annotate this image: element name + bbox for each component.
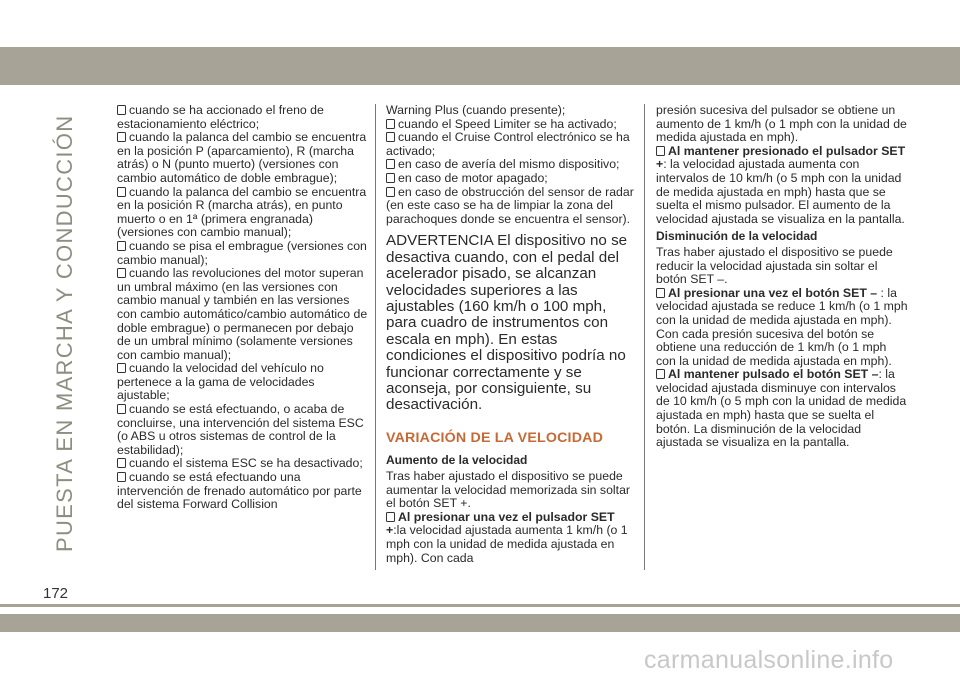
column-1: [117, 104, 369, 512]
column-2: [386, 104, 638, 565]
list-item: cuando la velocidad del vehículo no pertenece a la gama de velocidades ajustable;: [117, 361, 324, 403]
paragraph: Tras haber ajustado el dispositivo se puede reducir la velocidad ajustada sin soltar el botón SET –.: [656, 244, 893, 287]
checkbox-bullet-icon: [386, 132, 395, 142]
column-divider: [375, 104, 376, 570]
checkbox-bullet-icon: [117, 363, 126, 373]
column-divider: [644, 104, 645, 570]
bottom-rule: [0, 604, 960, 607]
checkbox-bullet-icon: [386, 187, 395, 197]
list-item: Al presionar una vez el botón SET – : la velocidad ajustada se reduce 1 km/h (o 1 mph con la unidad de medida ajustada en mph). Con cada presión sucesiva del botón se obtiene una reducción de 1 km/h (o 1 mph con la unidad de medida ajustada en mph).: [656, 285, 908, 368]
checkbox-bullet-icon: [117, 132, 126, 142]
paragraph: Tras haber ajustado el dispositivo se puede aumentar la velocidad memorizada sin soltar el botón SET +.: [386, 469, 631, 511]
bottom-band: [0, 614, 960, 632]
list-item: cuando la palanca del cambio se encuentra en la posición P (aparcamiento), R (marcha atrás) o N (punto muerto) (versiones con cambio automático de doble embrague);: [117, 130, 367, 185]
list-item: cuando las revoluciones del motor superan un umbral máximo (en las versiones con cambio manual y también en las versiones con cambio automático/cambio automático de doble embrague) o permanecen por debajo de un umbral mínimo (solamente versiones con cambio manual);: [117, 266, 368, 362]
page-number: 172: [43, 585, 69, 602]
checkbox-bullet-icon: [117, 187, 126, 197]
checkbox-bullet-icon: [656, 288, 665, 298]
sub-heading: Disminución de la velocidad: [656, 229, 818, 244]
checkbox-bullet-icon: [386, 159, 395, 169]
list-item: en caso de motor apagado;: [386, 172, 638, 186]
list-item: en caso de obstrucción del sensor de radar (en este caso se ha de limpiar la zona del parachoques donde se encuentra el sensor).: [386, 184, 634, 226]
checkbox-bullet-icon: [386, 173, 395, 183]
column-3: [656, 104, 908, 450]
checkbox-bullet-icon: [656, 146, 665, 156]
list-item: cuando el Cruise Control electrónico se ha activado;: [386, 130, 630, 158]
list-item: Al mantener presionado el pulsador SET +: la velocidad ajustada aumenta con intervalos de 10 km/h (o 5 mph con la unidad de medida ajustada en mph) hasta que se suelta el mismo pulsador. El aumento de la velocidad ajustada se visualiza en la pantalla.: [656, 143, 906, 226]
warning-paragraph: ADVERTENCIA El dispositivo no se desactiva cuando, con el pedal del acelerador pisado, se alcanzan velocidades superiores a las ajustables (160 km/h o 100 mph, para cuadro de instrumentos con escala en mph). En estas condiciones el dispositivo podría no funcionar correctamente y se aconseja, por consiguiente, su desactivación.: [386, 232, 628, 414]
checkbox-bullet-icon: [117, 105, 126, 115]
top-band: [0, 47, 960, 85]
checkbox-bullet-icon: [117, 472, 126, 482]
checkbox-bullet-icon: [117, 458, 126, 468]
list-item: cuando el sistema ESC se ha desactivado;: [117, 457, 369, 471]
checkbox-bullet-icon: [117, 404, 126, 414]
checkbox-bullet-icon: [117, 241, 126, 251]
checkbox-bullet-icon: [117, 268, 126, 278]
list-item: Al mantener pulsado el botón SET –: la velocidad ajustada disminuye con intervalos de 10 km/h (o 5 mph con la unidad de medida ajustada en mph) hasta que se suelta el botón. La disminución de la velocidad ajustada se visualiza en la pantalla.: [656, 367, 907, 450]
list-item: Al presionar una vez el pulsador SET +:la velocidad ajustada aumenta 1 km/h (o 1 mph con la unidad de medida ajustada en mph). Con cada: [386, 509, 628, 565]
list-item: cuando se ha accionado el freno de estacionamiento eléctrico;: [117, 103, 324, 131]
continued-text: presión sucesiva del pulsador se obtiene un aumento de 1 km/h (o 1 mph con la unidad de medida ajustada en mph).: [656, 103, 907, 145]
list-item: cuando se está efectuando una intervención de frenado automático por parte del sistema Forward Collision: [117, 470, 362, 512]
checkbox-bullet-icon: [386, 512, 395, 522]
checkbox-bullet-icon: [386, 119, 395, 129]
list-item: cuando la palanca del cambio se encuentra en la posición R (marcha atrás), en punto muerto o en 1ª (primera engranada) (versiones con cambio manual);: [117, 184, 367, 240]
watermark: carmanualsonline.info: [644, 646, 894, 674]
continued-text: Warning Plus (cuando presente);: [386, 103, 566, 117]
checkbox-bullet-icon: [656, 369, 665, 379]
list-item: cuando se está efectuando, o acaba de concluirse, una intervención del sistema ESC (o ABS u otros sistemas de control de la estabilidad);: [117, 402, 364, 457]
list-item: en caso de avería del mismo dispositivo;: [386, 158, 638, 172]
vertical-section-title: PUESTA EN MARCHA Y CONDUCCIÓN: [52, 114, 77, 552]
list-item: cuando el Speed Limiter se ha activado;: [386, 118, 638, 132]
sub-heading: Aumento de la velocidad: [386, 453, 528, 468]
section-heading: VARIACIÓN DE LA VELOCIDAD: [386, 429, 604, 446]
list-item: cuando se pisa el embrague (versiones con cambio manual);: [117, 238, 367, 267]
